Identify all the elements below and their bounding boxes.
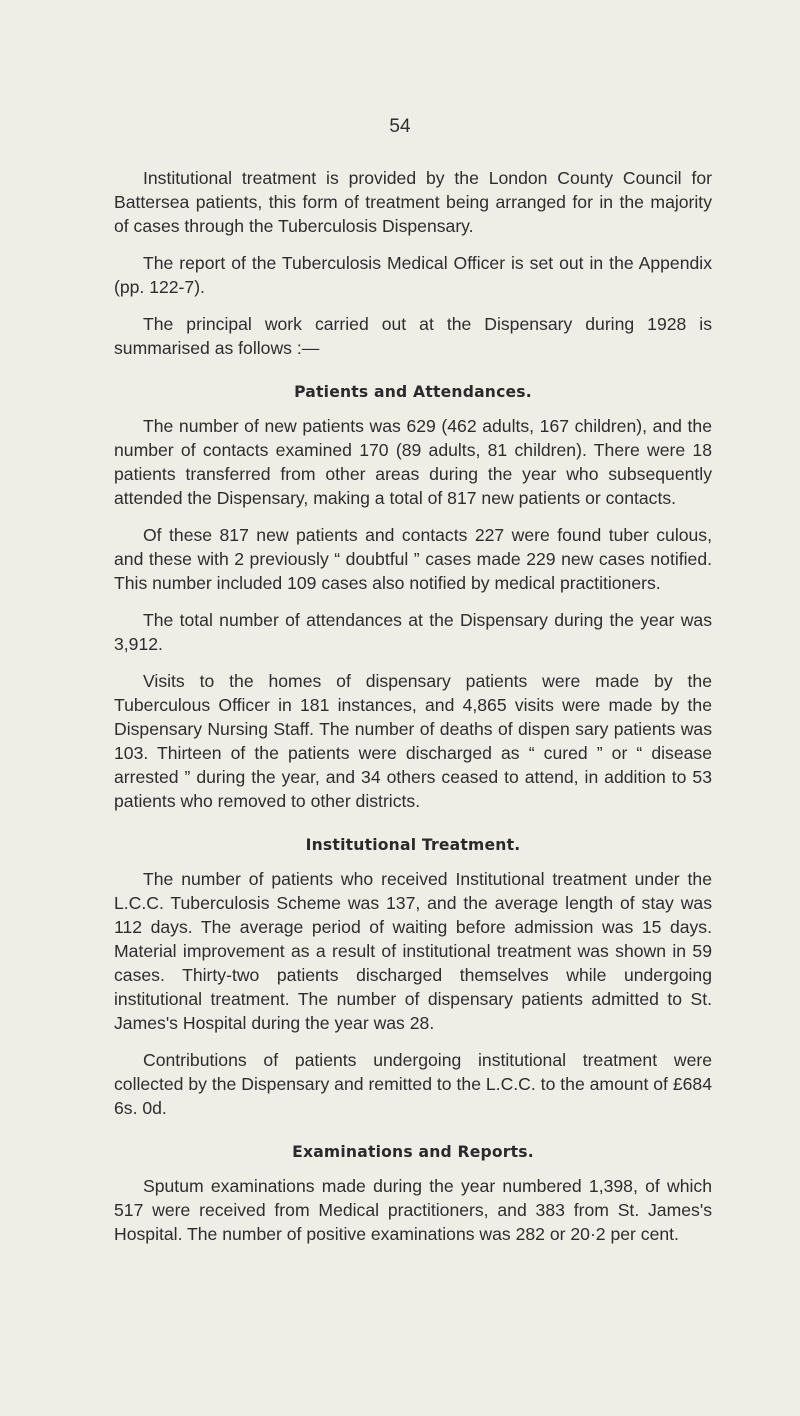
patients-paragraph-4: Visits to the homes of dispensary patients were made by the Tuberculous Officer in 181 instances, and 4,865 visits were made by the Dispensary Nursing Staff. The number of deaths of dispen sary patients was 103. Thirteen of the patients were discharged as “ cured ” or “ disease arrested ” during the year, and 34 others ceased to attend, in addition to 53 patients who removed to other districts.: [114, 671, 712, 811]
institutional-paragraph-1: The number of patients who received Institutional treatment under the L.C.C. Tuberculosis Scheme was 137, and the average length of stay was 112 days. The average period of waiting before admission was 15 days. Material improvement as a result of institutional treatment was shown in 59 cases. Thirty-two patients discharged themselves while undergoing institutional treatment. The number of dispensary patients admitted to St. James's Hospital during the year was 28.: [114, 869, 712, 1033]
intro-paragraph-3: The principal work carried out at the Dispensary during 1928 is summarised as follows :—: [114, 314, 712, 358]
examinations-paragraph-1: Sputum examinations made during the year numbered 1,398, of which 517 were received from Medical practitioners, and 383 from St. James's Hospital. The number of positive examinations was 282 or 20·2 per cent.: [114, 1176, 712, 1244]
page-number: 54: [389, 116, 411, 137]
page-body: [114, 166, 712, 1259]
section-heading-institutional-treatment: Institutional Treatment.: [305, 836, 521, 854]
patients-paragraph-1: The number of new patients was 629 (462 adults, 167 children), and the number of contacts examined 170 (89 adults, 81 children). There were 18 patients transferred from other areas during the year who subsequently attended the Dispensary, making a total of 817 new patients or contacts.: [114, 416, 712, 508]
section-heading-patients-attendances: Patients and Attendances.: [294, 383, 532, 401]
patients-paragraph-3: The total number of attendances at the Dispensary during the year was 3,912.: [114, 610, 712, 654]
intro-paragraph-1: Institutional treatment is provided by the London County Council for Battersea patients, this form of treatment being arranged for in the majority of cases through the Tuberculosis Dispensary.: [114, 168, 712, 236]
section-heading-examinations-reports: Examinations and Reports.: [292, 1143, 534, 1161]
patients-paragraph-2: Of these 817 new patients and contacts 227 were found tuber culous, and these with 2 previously “ doubtful ” cases made 229 new cases notified. This number included 109 cases also notified by medical practitioners.: [114, 525, 712, 593]
intro-paragraph-2: The report of the Tuberculosis Medical Officer is set out in the Appendix (pp. 122-7).: [114, 253, 712, 297]
institutional-paragraph-2: Contributions of patients undergoing institutional treatment were collected by the Dispensary and remitted to the L.C.C. to the amount of £684 6s. 0d.: [114, 1050, 712, 1118]
